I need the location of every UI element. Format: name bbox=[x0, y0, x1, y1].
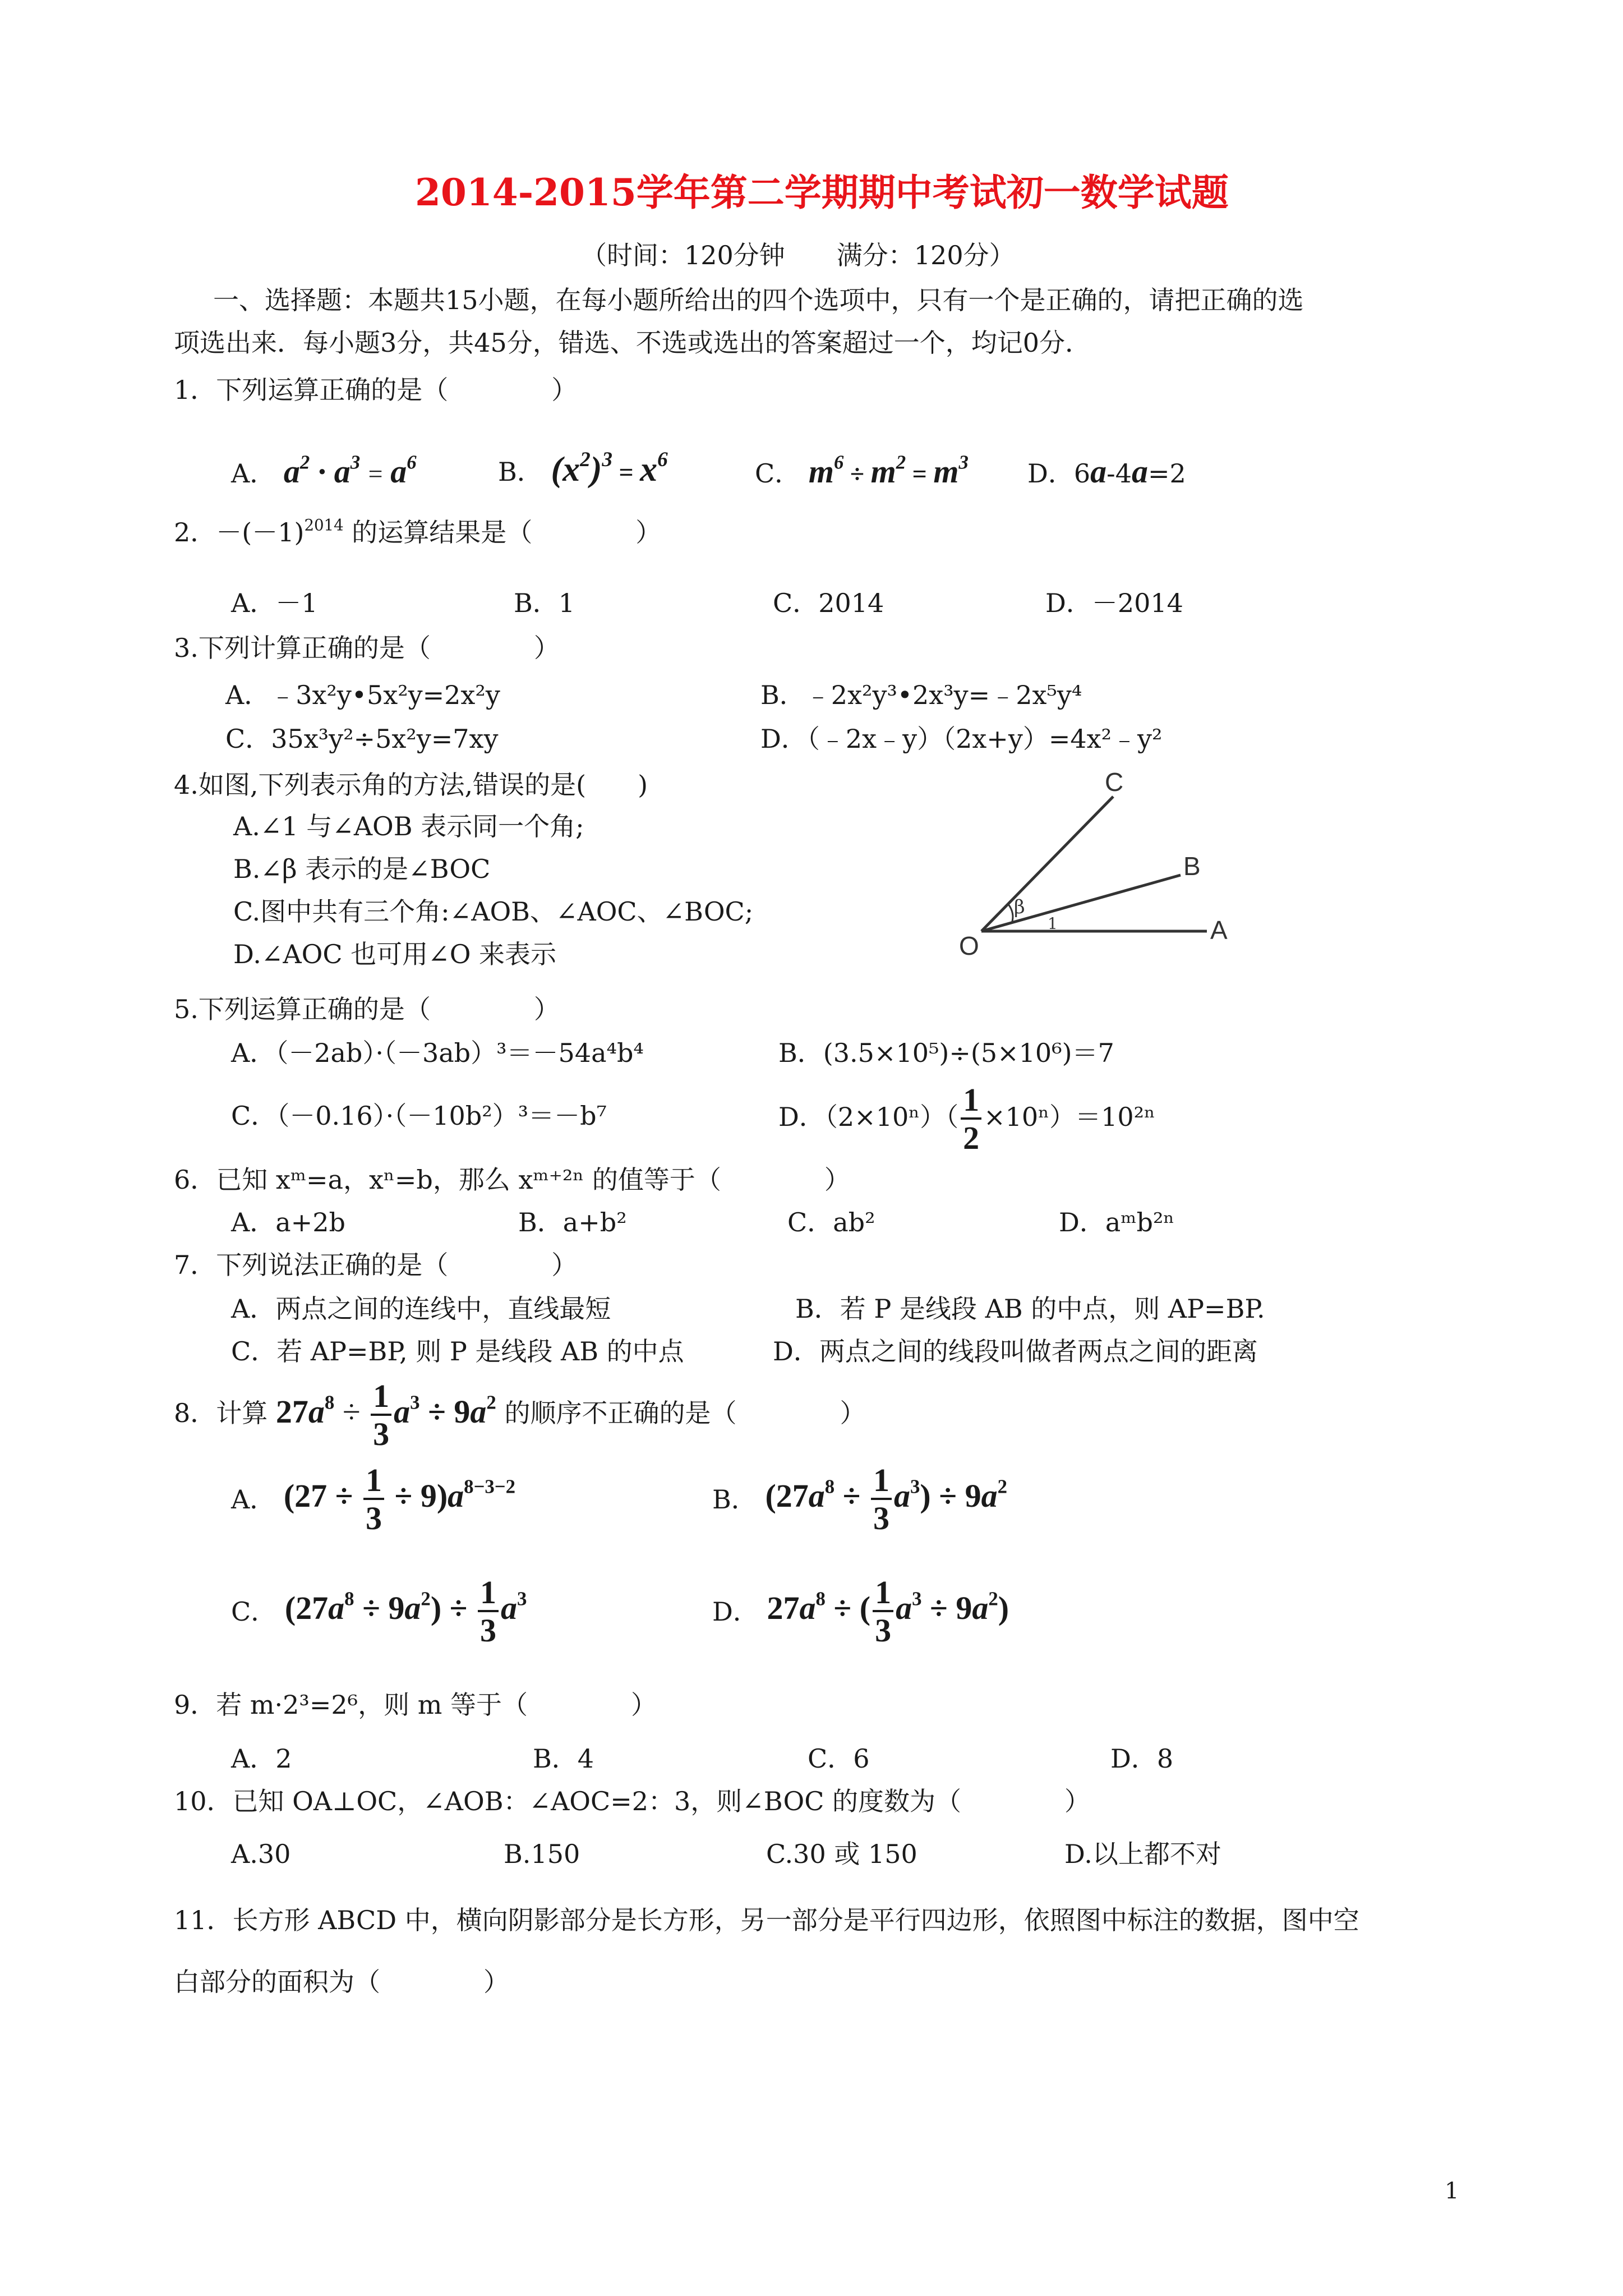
q6-option-d: D．aᵐb²ⁿ bbox=[1059, 1207, 1175, 1237]
q5-option-a: A．（－2ab）·（－3ab）³＝－54a⁴b⁴ bbox=[231, 1038, 644, 1068]
q2-option-a: A．－1 bbox=[231, 588, 318, 618]
q3-stem: 3.下列计算正确的是（ ） bbox=[174, 633, 560, 663]
q10-option-b: B.150 bbox=[504, 1839, 580, 1869]
q5-option-c: C．（－0.16）·（－10b²）³＝－b⁷ bbox=[231, 1101, 607, 1131]
q11-stem-line2: 白部分的面积为（ ） bbox=[174, 1967, 509, 1997]
q7-option-d: D．两点之间的线段叫做者两点之间的距离 bbox=[773, 1336, 1258, 1366]
q1-option-b: B． $(x^2)^3 = x^6$ bbox=[498, 448, 668, 489]
q10-option-d: D.以上都不对 bbox=[1064, 1839, 1221, 1869]
q8-option-a: A． (27 ÷ $\frac{1}{3}$ ÷ $9)a^{8-3-2}$ bbox=[231, 1462, 516, 1536]
page-number: 1 bbox=[1445, 2178, 1459, 2204]
q5-stem: 5.下列运算正确的是（ ） bbox=[174, 994, 560, 1024]
q3-option-d: D．（﹣2x﹣y）（2x+y）=4x²﹣y² bbox=[760, 724, 1163, 754]
page-title: 2014-2015学年第二学期期中考试初一数学试题 bbox=[415, 171, 1229, 214]
label-a: A bbox=[1210, 915, 1228, 945]
q1-option-d: D．6a-4a=2 bbox=[1027, 453, 1186, 490]
q7-option-c: C．若 AP=BP, 则 P 是线段 AB 的中点 bbox=[231, 1336, 684, 1366]
q8-stem: 8．计算 $27a^8$ ÷ $\frac{1}{3}$ $a^3 \div 9a^2$ 的顺序不正确的是（ ） bbox=[174, 1378, 866, 1452]
q6-option-b: B．a+b² bbox=[518, 1207, 627, 1237]
angle-arc bbox=[1008, 904, 1013, 923]
label-b: B bbox=[1183, 852, 1201, 881]
q7-option-a: A．两点之间的连线中，直线最短 bbox=[231, 1294, 611, 1324]
section-instructions-line2: 项选出来．每小题3分，共45分，错选、不选或选出的答案超过一个，均记0分． bbox=[174, 328, 1091, 358]
q5-option-d: D．（2×10ⁿ）（ $\frac{1}{2}$ ×10ⁿ）＝10²ⁿ bbox=[778, 1082, 1155, 1156]
q6-stem: 6．已知 xᵐ=a，xⁿ=b，那么 xᵐ⁺²ⁿ 的值等于（ ） bbox=[174, 1165, 850, 1195]
q3-option-b: B．﹣2x²y³•2x³y=﹣2x⁵y⁴ bbox=[760, 680, 1082, 710]
q2-option-b: B．1 bbox=[514, 588, 575, 618]
exam-info: （时间：120分钟 满分：120分） bbox=[581, 240, 1015, 270]
q1-option-c: C． $m^6 \div m^2 = m^3$ bbox=[755, 451, 969, 490]
q5-option-b: B．(3.5×10⁵)÷(5×10⁶)＝7 bbox=[778, 1038, 1114, 1068]
q7-option-b: B．若 P 是线段 AB 的中点，则 AP=BP. bbox=[795, 1294, 1265, 1324]
section-instructions-line1: 一、选择题：本题共15小题，在每小题所给出的四个选项中，只有一个是正确的，请把正确的选 bbox=[213, 285, 1304, 315]
q6-option-c: C．ab² bbox=[787, 1207, 875, 1237]
q4-stem: 4.如图,下列表示角的方法,错误的是( ) bbox=[174, 770, 648, 800]
q8-option-d: D． $27a^8$ ÷ ( $\frac{1}{3}$ $a^3 \div 9a^2$) bbox=[712, 1574, 1009, 1649]
q1-stem: 1．下列运算正确的是（ ） bbox=[174, 375, 578, 405]
q3-option-a: A．﹣3x²y•5x²y=2x²y bbox=[225, 680, 500, 710]
q3-option-c: C．35x³y²÷5x²y=7xy bbox=[225, 724, 499, 754]
q2-stem: 2．$-(-1)^{2014}$ 的运算结果是（ ） bbox=[174, 516, 662, 547]
ray-oc bbox=[981, 797, 1113, 931]
q6-option-a: A．a+2b bbox=[231, 1207, 345, 1237]
q7-stem: 7．下列说法正确的是（ ） bbox=[174, 1250, 578, 1280]
q9-option-b: B．4 bbox=[533, 1743, 594, 1774]
q8-option-b: B． ($27a^8$ ÷ $\frac{1}{3}$ $a^3) \div 9a^2$ bbox=[712, 1462, 1007, 1536]
q4-option-a: A.∠1 与∠AOB 表示同一个角; bbox=[233, 811, 584, 841]
angle-figure bbox=[942, 763, 1256, 965]
q9-stem: 9．若 m·2³=2⁶，则 m 等于（ ） bbox=[174, 1690, 657, 1720]
q9-option-a: A．2 bbox=[231, 1743, 292, 1774]
q1-option-a: A． $a^2 \cdot a^3 = a^6$ bbox=[231, 451, 417, 490]
q4-option-b: B.∠β 表示的是∠BOC bbox=[233, 854, 491, 884]
q10-option-c: C.30 或 150 bbox=[766, 1839, 917, 1869]
label-o: O bbox=[959, 931, 979, 960]
q8-option-c: C． $(27a^8 \div 9a^2)$ ÷ $\frac{1}{3}$ $a^3$ bbox=[231, 1574, 527, 1649]
q10-stem: 10．已知 OA⊥OC，∠AOB：∠AOC=2：3，则∠BOC 的度数为（ ） bbox=[174, 1786, 1091, 1816]
q11-stem-line1: 11．长方形 ABCD 中，横向阴影部分是长方形，另一部分是平行四边形，依照图中标注的数据，图中空 bbox=[174, 1905, 1359, 1935]
label-angle-1: 1 bbox=[1048, 914, 1058, 933]
label-c: C bbox=[1105, 767, 1124, 797]
q2-option-c: C．2014 bbox=[773, 588, 884, 618]
q9-option-c: C．6 bbox=[808, 1743, 870, 1774]
q4-option-d: D.∠AOC 也可用∠O 来表示 bbox=[233, 939, 557, 969]
q2-option-d: D．－2014 bbox=[1045, 588, 1183, 618]
q4-option-c: C.图中共有三个角:∠AOB、∠AOC、∠BOC; bbox=[233, 896, 754, 927]
label-beta: β bbox=[1014, 896, 1025, 918]
q9-option-d: D．8 bbox=[1110, 1743, 1174, 1774]
q10-option-a: A.30 bbox=[231, 1839, 291, 1869]
